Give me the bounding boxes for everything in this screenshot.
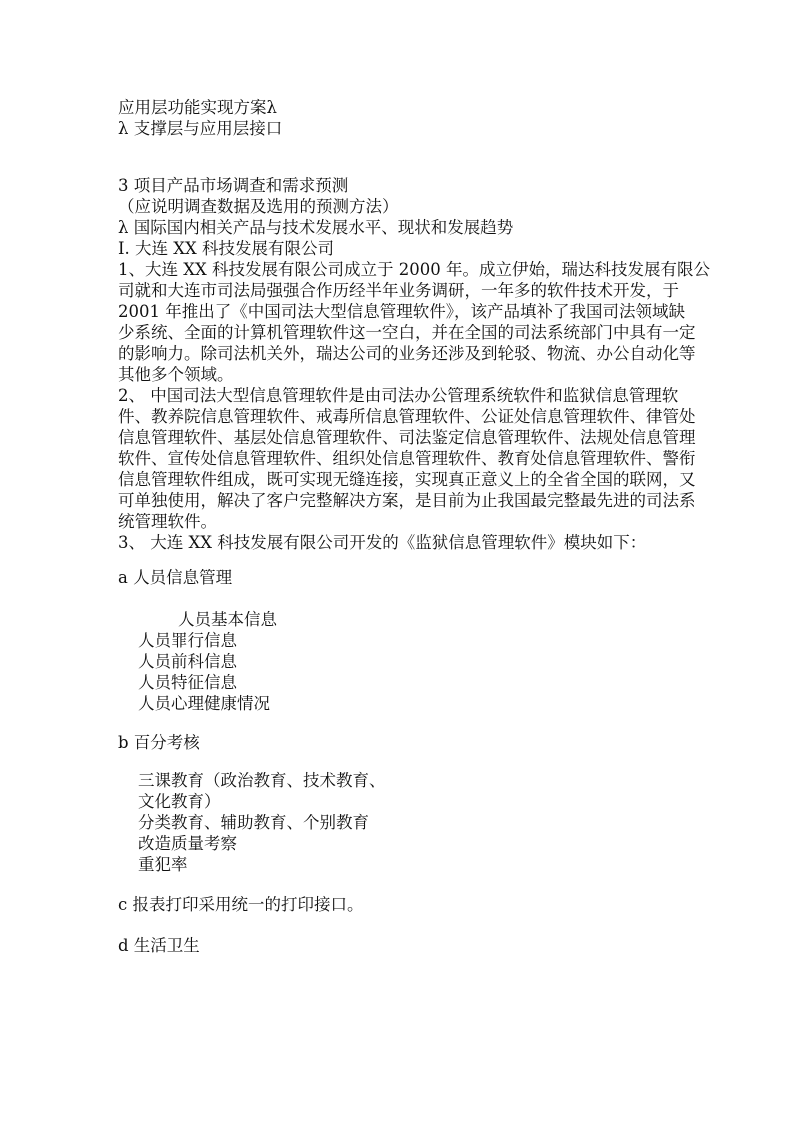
text-line: 司就和大连市司法局强强合作历经半年业务调研，一年多的软件技术开发，于: [118, 281, 679, 300]
list-heading: c 报表打印采用统一的打印接口。: [118, 895, 364, 914]
list-item: 人员前科信息: [138, 652, 237, 671]
text-line: λ 支撑层与应用层接口: [118, 119, 283, 138]
list-heading: a 人员信息管理: [118, 568, 233, 587]
text-line: 件、教养院信息管理软件、戒毒所信息管理软件、公证处信息管理软件、律管处: [118, 407, 696, 426]
text-line: 可单独使用，解决了客户完整解决方案，是目前为止我国最完整最先进的司法系: [118, 491, 696, 510]
text-line: 2、 中国司法大型信息管理软件是由司法办公管理系统软件和监狱信息管理软: [118, 386, 679, 405]
list-item: 文化教育）: [138, 792, 221, 811]
text-line: 的影响力。除司法机关外，瑞达公司的业务还涉及到轮驳、物流、办公自动化等: [118, 344, 696, 363]
list-heading: b 百分考核: [118, 733, 200, 752]
text-line: （应说明调查数据及选用的预测方法）: [118, 197, 399, 216]
list-item: 分类教育、辅助教育、个别教育: [138, 813, 369, 832]
text-line: 3、 大连 XX 科技发展有限公司开发的《监狱信息管理软件》模块如下：: [118, 533, 647, 552]
text-line: λ 国际国内相关产品与技术发展水平、现状和发展趋势: [118, 218, 514, 237]
text-line: 少系统、全面的计算机管理软件这一空白，并在全国的司法系统部门中具有一定: [118, 323, 696, 342]
text-line: 1、大连 XX 科技发展有限公司成立于 2000 年。成立伊始，瑞达科技发展有限公: [118, 260, 710, 279]
text-line: 信息管理软件组成，既可实现无缝连接，实现真正意义上的全省全国的联网，又: [118, 470, 696, 489]
text-line: 信息管理软件、基层处信息管理软件、司法鉴定信息管理软件、法规处信息管理: [118, 428, 696, 447]
list-item: 改造质量考察: [138, 834, 237, 853]
text-line: 2001 年推出了《中国司法大型信息管理软件》，该产品填补了我国司法领域缺: [118, 302, 685, 321]
list-item: 人员心理健康情况: [138, 694, 270, 713]
text-line: 应用层功能实现方案λ: [118, 98, 277, 117]
list-item: 重犯率: [138, 855, 188, 874]
section-heading: 3 项目产品市场调查和需求预测: [118, 176, 349, 195]
text-line: 其他多个领域。: [118, 365, 234, 384]
list-item: 人员罪行信息: [138, 631, 237, 650]
text-line: 软件、宣传处信息管理软件、组织处信息管理软件、教育处信息管理软件、警衔: [118, 449, 696, 468]
text-line: I. 大连 XX 科技发展有限公司: [118, 239, 334, 258]
list-item: 三课教育（政治教育、技术教育、: [138, 771, 386, 790]
text-line: 统管理软件。: [118, 512, 217, 531]
list-item: 人员特征信息: [138, 673, 237, 692]
list-item: 人员基本信息: [178, 610, 277, 629]
list-heading: d 生活卫生: [118, 936, 200, 955]
